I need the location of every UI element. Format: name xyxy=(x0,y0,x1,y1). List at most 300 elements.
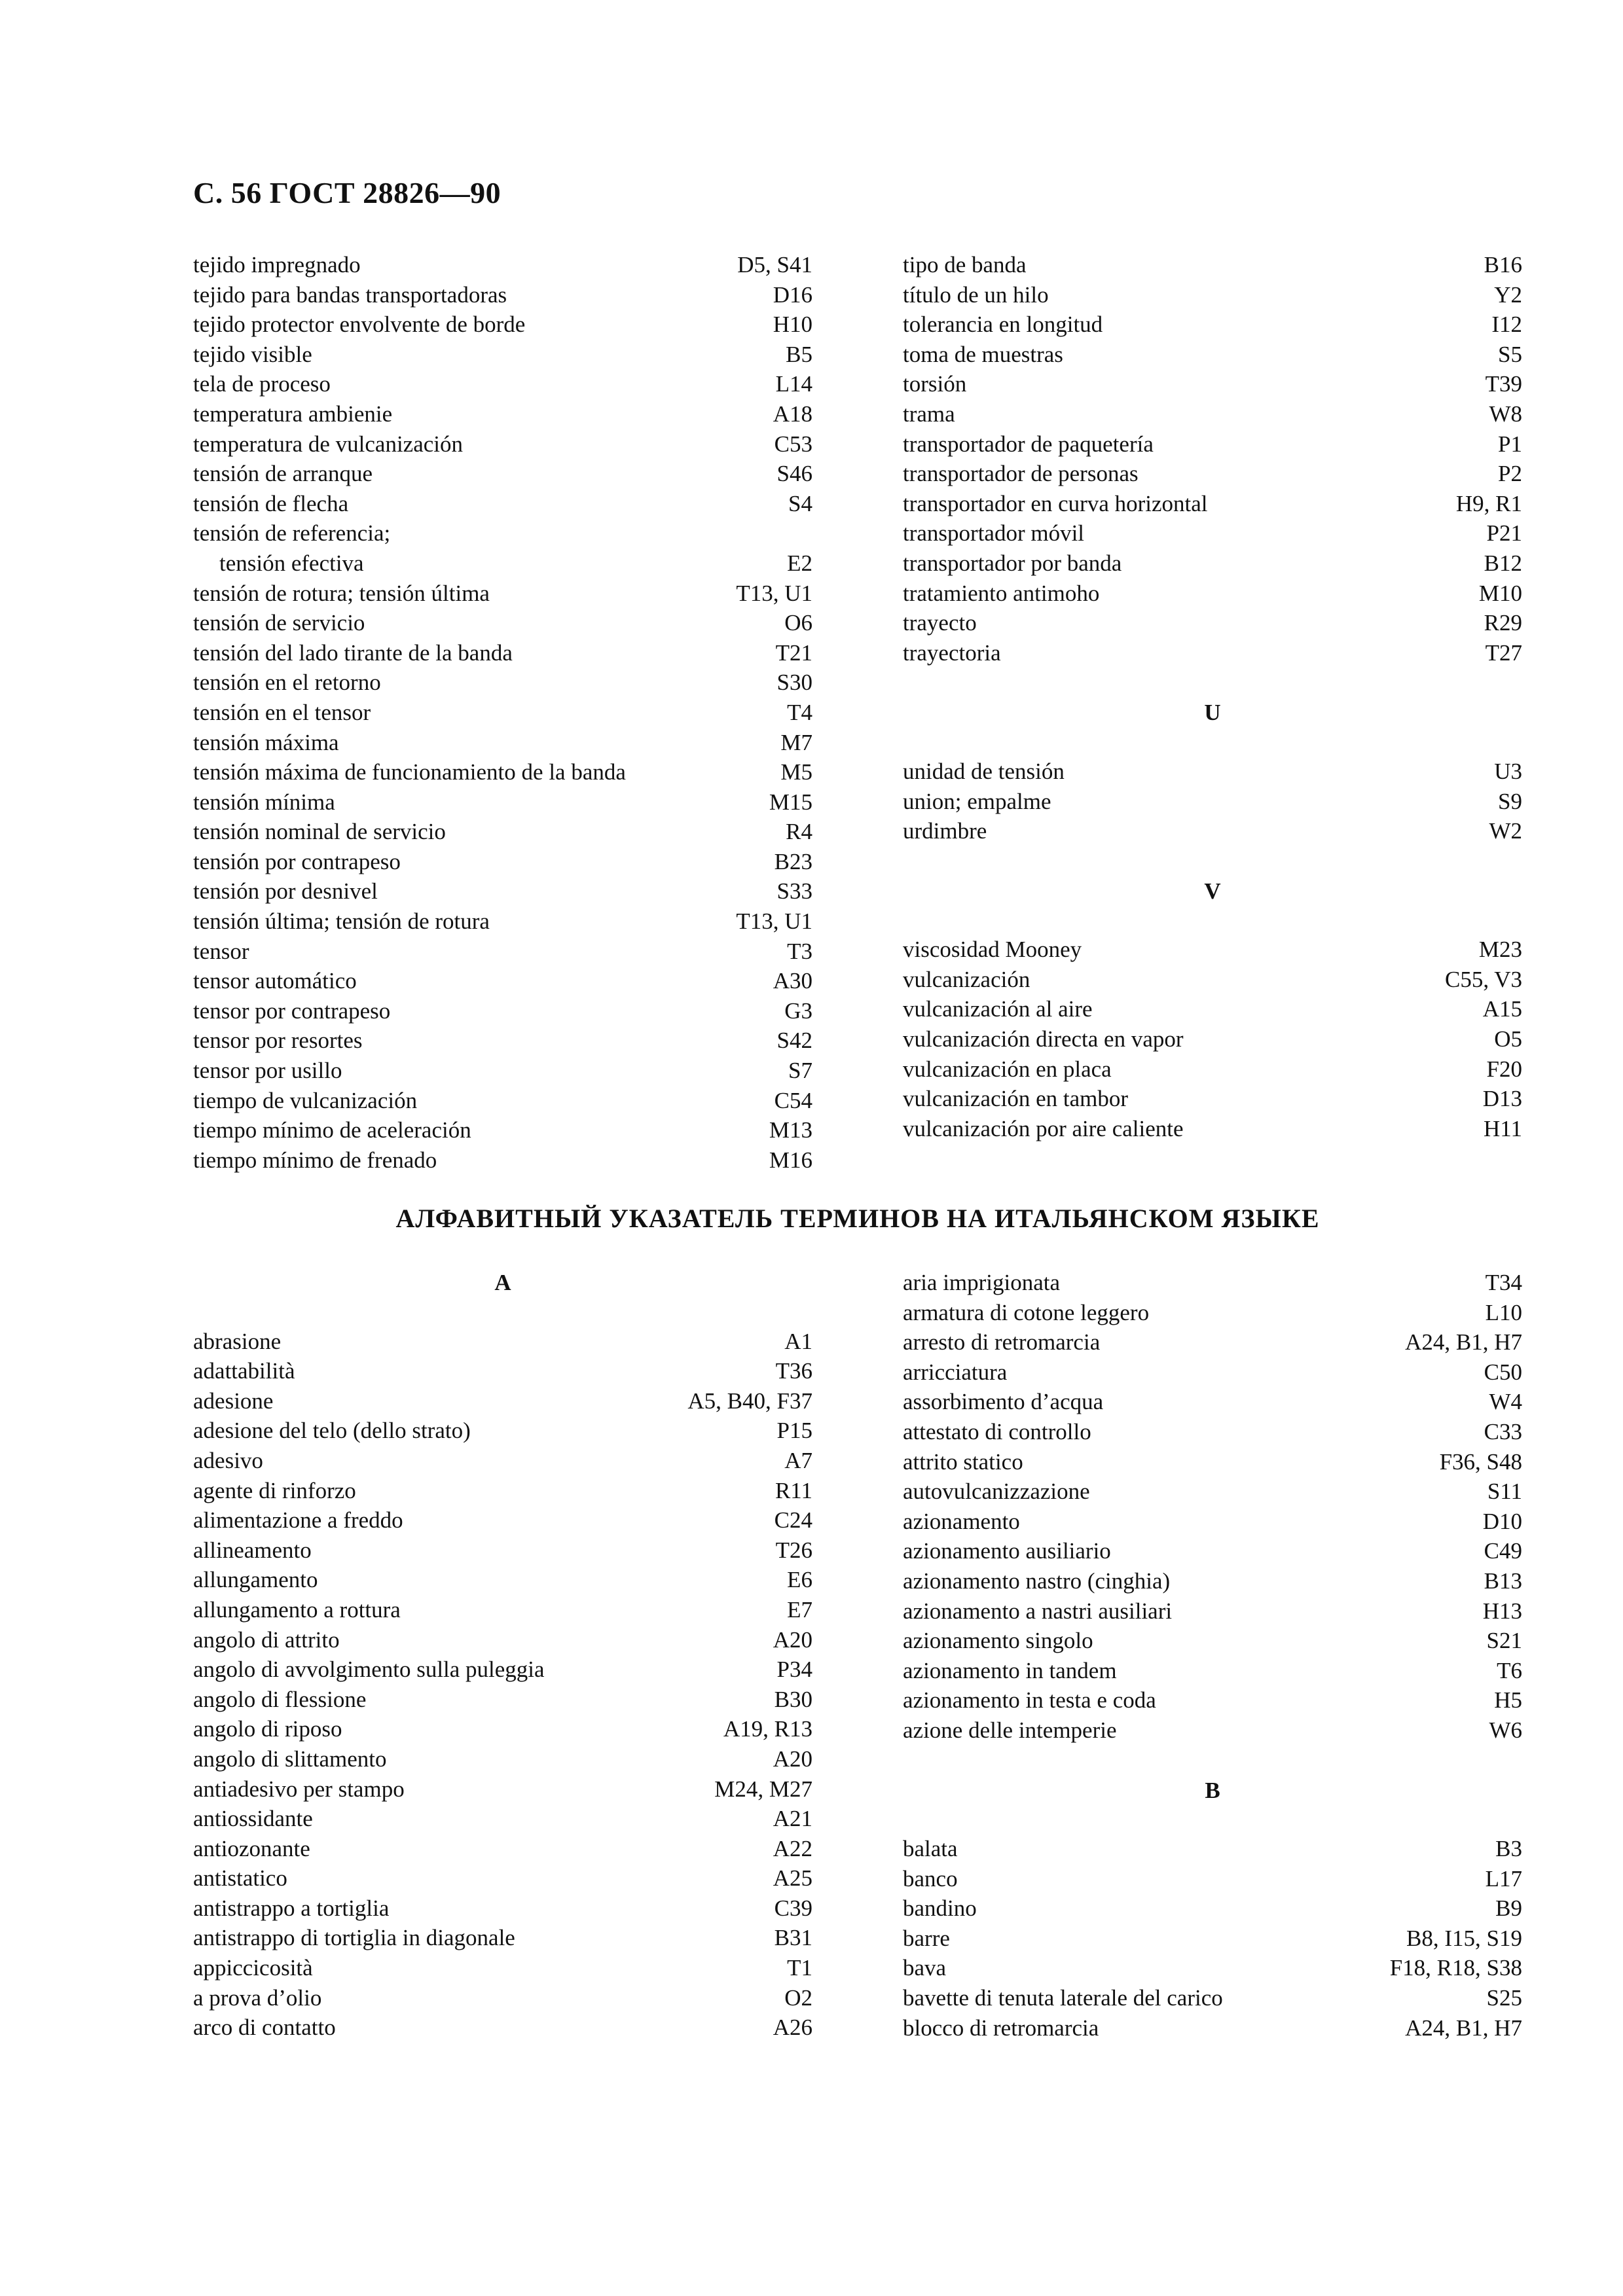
entry-code: D13 xyxy=(1482,1086,1522,1112)
index-entry xyxy=(193,1386,812,1416)
index-entry xyxy=(903,1536,1522,1566)
index-entry xyxy=(903,1864,1522,1894)
index-entry xyxy=(193,1416,812,1446)
index-entry xyxy=(193,847,812,877)
index-entry xyxy=(193,668,812,698)
entry-code: T27 xyxy=(1485,639,1522,666)
entry-term: autovulcanizzazione xyxy=(903,1479,1090,1505)
index-entry xyxy=(903,1268,1522,1298)
index-entry xyxy=(193,966,812,996)
index-entry xyxy=(193,1115,812,1145)
entry-term: tensión de rotura; tensión última xyxy=(193,580,490,606)
index-entry xyxy=(903,310,1522,340)
entry-term: temperatura de vulcanización xyxy=(193,431,464,457)
entry-code: T21 xyxy=(775,639,812,666)
entry-term: tensor automático xyxy=(193,968,357,994)
entry-term: vulcanización xyxy=(903,966,1030,992)
entry-code: T34 xyxy=(1485,1270,1522,1295)
entry-code: H11 xyxy=(1484,1115,1522,1141)
entry-code: M10 xyxy=(1478,580,1522,606)
entry-code: A30 xyxy=(773,968,812,994)
index-entry xyxy=(193,1145,812,1175)
index-entry xyxy=(903,1327,1522,1357)
italian-index-heading: АЛФАВИТНЫЙ УКАЗАТЕЛЬ ТЕРМИНОВ НА ИТАЛЬЯНСКОМ ЯЗЫКЕ xyxy=(395,1204,1320,1233)
index-entry xyxy=(193,1026,812,1056)
entry-code: H10 xyxy=(773,312,812,338)
index-entry xyxy=(903,548,1522,579)
index-entry xyxy=(903,1626,1522,1656)
entry-term: unidad de tensión xyxy=(903,758,1065,784)
spanish-index xyxy=(193,250,1522,1175)
index-entry xyxy=(903,608,1522,638)
entry-term: antiossidante xyxy=(193,1806,313,1832)
entry-code: R29 xyxy=(1484,610,1522,636)
entry-term: abrasione xyxy=(193,1328,282,1354)
entry-code: T6 xyxy=(1497,1657,1522,1683)
entry-code: A5, B40, F37 xyxy=(687,1388,812,1414)
entry-code: O6 xyxy=(784,610,812,636)
entry-term: angolo di slittamento xyxy=(193,1746,387,1772)
entry-term: tejido para bandas transportadoras xyxy=(193,281,507,308)
index-entry xyxy=(903,1834,1522,1864)
entry-term: adesione del telo (dello strato) xyxy=(193,1418,471,1444)
entry-term: bavette di tenuta laterale del carico xyxy=(903,1985,1223,2011)
index-entry xyxy=(193,608,812,638)
entry-code: M7 xyxy=(780,729,812,755)
entry-code: T4 xyxy=(787,699,812,725)
index-entry xyxy=(903,369,1522,399)
entry-code: T13, U1 xyxy=(736,908,812,935)
entry-code: C53 xyxy=(774,431,812,457)
entry-term: union; empalme xyxy=(903,788,1051,814)
index-entry xyxy=(193,280,812,310)
entry-code: A26 xyxy=(773,2015,812,2041)
entry-term: antistrappo di tortiglia in diagonale xyxy=(193,1925,515,1951)
index-list xyxy=(903,250,1522,668)
entry-code: L10 xyxy=(1485,1299,1522,1325)
entry-term: tensión última; tensión de rotura xyxy=(193,908,490,935)
entry-code: S4 xyxy=(788,490,812,516)
index-entry xyxy=(903,579,1522,609)
index-entry xyxy=(193,1923,812,1953)
index-entry xyxy=(193,1983,812,2013)
index-entry xyxy=(903,250,1522,280)
entry-code: F20 xyxy=(1486,1056,1522,1082)
entry-term: antistrappo a tortiglia xyxy=(193,1895,390,1921)
entry-term: título de un hilo xyxy=(903,281,1049,308)
entry-term: trayecto xyxy=(903,610,977,636)
entry-code: B30 xyxy=(774,1686,812,1712)
entry-term: appiccicosità xyxy=(193,1955,313,1981)
entry-term: adesivo xyxy=(193,1447,263,1473)
entry-term: adattabilità xyxy=(193,1358,295,1384)
index-entry xyxy=(903,1447,1522,1477)
entry-code: T36 xyxy=(775,1358,812,1384)
entry-term: transportador por banda xyxy=(903,550,1122,576)
entry-code: T26 xyxy=(775,1537,812,1563)
index-list xyxy=(903,1834,1522,2043)
entry-code: S11 xyxy=(1487,1479,1522,1505)
index-entry xyxy=(903,1387,1522,1417)
entry-term: arresto di retromarcia xyxy=(903,1329,1101,1355)
entry-code: P1 xyxy=(1498,431,1522,457)
entry-code: A15 xyxy=(1482,996,1522,1022)
index-entry xyxy=(193,1893,812,1924)
entry-code: G3 xyxy=(784,997,812,1024)
entry-code: A20 xyxy=(773,1746,812,1772)
entry-term: tratamiento antimoho xyxy=(903,580,1100,606)
index-entry xyxy=(193,1356,812,1386)
index-list xyxy=(903,1268,1522,1746)
entry-term: tiempo de vulcanización xyxy=(193,1087,418,1113)
entry-term: azione delle intemperie xyxy=(903,1717,1117,1743)
entry-term: tensión por desnivel xyxy=(193,878,378,905)
entry-code: T3 xyxy=(787,938,812,964)
entry-code: S33 xyxy=(776,878,812,905)
entry-term: transportador en curva horizontal xyxy=(903,490,1208,516)
entry-code: F18, R18, S38 xyxy=(1389,1955,1522,1981)
entry-term: temperatura ambienie xyxy=(193,401,393,427)
entry-term: azionamento xyxy=(903,1508,1020,1534)
spanish-right-column xyxy=(903,250,1522,1175)
index-entry xyxy=(903,1114,1522,1144)
index-entry xyxy=(903,1566,1522,1596)
entry-code: C50 xyxy=(1484,1359,1522,1385)
entry-code: A24, B1, H7 xyxy=(1405,1329,1522,1355)
entry-term: transportador de paquetería xyxy=(903,431,1154,457)
entry-code: B3 xyxy=(1495,1836,1522,1862)
entry-code: A1 xyxy=(784,1328,812,1354)
entry-code: E7 xyxy=(787,1596,812,1623)
entry-code: S25 xyxy=(1486,1985,1522,2011)
index-entry xyxy=(193,369,812,399)
entry-code: M15 xyxy=(769,789,812,815)
entry-code: O5 xyxy=(1494,1026,1522,1052)
index-entry xyxy=(193,548,812,579)
entry-term: trayectoria xyxy=(903,639,1001,666)
index-entry xyxy=(903,1024,1522,1054)
entry-code: A21 xyxy=(773,1806,812,1832)
entry-code: S21 xyxy=(1486,1628,1522,1654)
index-entry xyxy=(193,1714,812,1744)
index-entry xyxy=(903,1715,1522,1746)
entry-term: agente di rinforzo xyxy=(193,1477,356,1503)
entry-term: tejido impregnado xyxy=(193,252,361,278)
index-entry xyxy=(903,787,1522,817)
entry-term: tensor xyxy=(193,938,249,964)
entry-term: tensión de servicio xyxy=(193,610,365,636)
index-entry xyxy=(903,965,1522,995)
entry-term: aria imprigionata xyxy=(903,1270,1061,1295)
index-entry xyxy=(193,429,812,459)
entry-term: azionamento ausiliario xyxy=(903,1538,1111,1564)
entry-code: A25 xyxy=(773,1865,812,1892)
index-entry xyxy=(193,2013,812,2043)
letter-heading-b: B xyxy=(1205,1777,1220,1803)
index-entry xyxy=(903,1357,1522,1388)
entry-code: W8 xyxy=(1489,401,1522,427)
entry-code: S46 xyxy=(776,461,812,487)
entry-term: transportador de personas xyxy=(903,461,1139,487)
entry-term: tensión nominal de servicio xyxy=(193,819,446,845)
index-list xyxy=(903,757,1522,846)
index-entry xyxy=(193,1565,812,1595)
italian-index xyxy=(193,1268,1522,2043)
entry-code: T1 xyxy=(787,1955,812,1981)
entry-term: barre xyxy=(903,1925,950,1951)
entry-code: D16 xyxy=(773,281,812,308)
index-entry xyxy=(193,399,812,429)
index-entry xyxy=(903,1893,1522,1924)
entry-code: C49 xyxy=(1484,1538,1522,1564)
index-entry xyxy=(193,1834,812,1864)
index-entry xyxy=(193,340,812,370)
entry-code: B16 xyxy=(1484,252,1522,278)
entry-code: I12 xyxy=(1491,312,1522,338)
entry-term: vulcanización en placa xyxy=(903,1056,1112,1082)
entry-code: S9 xyxy=(1498,788,1522,814)
index-entry xyxy=(193,310,812,340)
index-entry xyxy=(193,906,812,937)
entry-code: S5 xyxy=(1498,341,1522,367)
index-list xyxy=(903,935,1522,1143)
entry-term: azionamento a nastri ausiliari xyxy=(903,1598,1173,1624)
entry-term: tensor por contrapeso xyxy=(193,997,391,1024)
entry-code: U3 xyxy=(1494,758,1522,784)
entry-code: O2 xyxy=(784,1984,812,2011)
index-entry xyxy=(193,698,812,728)
index-entry xyxy=(193,1953,812,1983)
entry-code: H9, R1 xyxy=(1455,490,1522,516)
spanish-left-column xyxy=(193,250,812,1175)
index-entry xyxy=(193,1327,812,1357)
entry-term: arricciatura xyxy=(903,1359,1008,1385)
entry-code: A20 xyxy=(773,1626,812,1653)
entry-term: azionamento singolo xyxy=(903,1628,1093,1654)
entry-code: T13, U1 xyxy=(736,580,812,606)
index-entry xyxy=(193,817,812,847)
entry-term: adesione xyxy=(193,1388,274,1414)
index-entry xyxy=(903,757,1522,787)
entry-code: H13 xyxy=(1482,1598,1522,1624)
entry-code: C33 xyxy=(1484,1418,1522,1444)
entry-code: S30 xyxy=(776,670,812,696)
index-entry xyxy=(903,280,1522,310)
entry-code: T39 xyxy=(1485,371,1522,397)
entry-term: angolo di avvolgimento sulla puleggia xyxy=(193,1657,545,1683)
entry-term: tensión efectiva xyxy=(219,550,364,576)
entry-term: tensión en el retorno xyxy=(193,670,381,696)
entry-code: W6 xyxy=(1489,1717,1522,1743)
entry-code: M23 xyxy=(1478,937,1522,963)
entry-term: antiozonante xyxy=(193,1835,310,1861)
entry-code: S42 xyxy=(776,1028,812,1054)
entry-term: attestato di controllo xyxy=(903,1418,1091,1444)
index-entry xyxy=(903,399,1522,429)
entry-term: balata xyxy=(903,1836,958,1862)
entry-term: tolerancia en longitud xyxy=(903,312,1103,338)
entry-code: P2 xyxy=(1498,461,1522,487)
entry-term: torsión xyxy=(903,371,967,397)
index-list xyxy=(193,1327,812,2043)
entry-code: B8, I15, S19 xyxy=(1406,1925,1522,1951)
entry-code: S7 xyxy=(788,1058,812,1084)
entry-term: angolo di flessione xyxy=(193,1686,367,1712)
index-entry xyxy=(903,1298,1522,1328)
index-entry xyxy=(193,876,812,906)
entry-term: antiadesivo per stampo xyxy=(193,1776,405,1802)
entry-term: azionamento in tandem xyxy=(903,1657,1117,1683)
index-entry xyxy=(193,1625,812,1655)
index-entry xyxy=(903,1084,1522,1114)
entry-term: alimentazione a freddo xyxy=(193,1507,403,1534)
index-entry xyxy=(193,1655,812,1685)
index-entry xyxy=(193,728,812,758)
entry-term: bava xyxy=(903,1955,947,1981)
entry-term: tensión de flecha xyxy=(193,490,349,516)
entry-code: B9 xyxy=(1495,1895,1522,1922)
index-entry xyxy=(903,429,1522,459)
entry-code: W2 xyxy=(1489,818,1522,844)
entry-code: A22 xyxy=(773,1835,812,1861)
index-entry xyxy=(903,816,1522,846)
entry-term: transportador móvil xyxy=(903,520,1085,547)
index-entry xyxy=(193,1685,812,1715)
index-entry xyxy=(193,638,812,668)
letter-heading-a: A xyxy=(494,1270,511,1295)
index-entry xyxy=(193,1056,812,1086)
entry-code: C54 xyxy=(774,1087,812,1113)
entry-code: P34 xyxy=(776,1657,812,1683)
index-entry xyxy=(903,638,1522,668)
index-entry xyxy=(193,1446,812,1476)
entry-code: R4 xyxy=(786,819,812,845)
entry-term: assorbimento d’acqua xyxy=(903,1389,1104,1415)
index-entry xyxy=(903,1596,1522,1626)
entry-code: M13 xyxy=(769,1117,812,1143)
entry-code: C24 xyxy=(774,1507,812,1534)
index-entry xyxy=(193,1086,812,1116)
entry-term: allineamento xyxy=(193,1537,312,1563)
italian-left-column xyxy=(193,1268,812,2043)
entry-term: a prova d’olio xyxy=(193,1984,322,2011)
entry-term: angolo di attrito xyxy=(193,1626,340,1653)
index-entry xyxy=(193,1535,812,1566)
index-entry xyxy=(903,1685,1522,1715)
entry-code: M24, M27 xyxy=(714,1776,812,1802)
index-entry xyxy=(193,996,812,1026)
entry-term: tensor por usillo xyxy=(193,1058,342,1084)
entry-term: tensión del lado tirante de la banda xyxy=(193,639,513,666)
index-entry xyxy=(193,937,812,967)
entry-term: banco xyxy=(903,1865,958,1892)
entry-term: vulcanización al aire xyxy=(903,996,1093,1022)
entry-term: antistatico xyxy=(193,1865,287,1892)
index-entry xyxy=(193,489,812,519)
index-list xyxy=(193,250,812,1175)
entry-code: M5 xyxy=(780,759,812,785)
entry-term: azionamento in testa e coda xyxy=(903,1687,1156,1713)
entry-term: tensión máxima de funcionamiento de la banda xyxy=(193,759,626,785)
index-entry xyxy=(903,1656,1522,1686)
entry-code: D5, S41 xyxy=(737,252,812,278)
entry-code: H5 xyxy=(1494,1687,1522,1713)
entry-code: E2 xyxy=(787,550,812,576)
index-entry xyxy=(193,1595,812,1625)
entry-code: E6 xyxy=(787,1567,812,1593)
index-entry xyxy=(903,1417,1522,1447)
index-entry xyxy=(903,2013,1522,2043)
entry-term: vulcanización por aire caliente xyxy=(903,1115,1184,1141)
entry-term: tejido visible xyxy=(193,341,312,367)
entry-term: tiempo mínimo de frenado xyxy=(193,1147,437,1173)
entry-term: tensión máxima xyxy=(193,729,339,755)
entry-term: tensión de arranque xyxy=(193,461,373,487)
entry-term: allungamento xyxy=(193,1567,318,1593)
index-entry xyxy=(903,1924,1522,1954)
entry-term: vulcanización directa en vapor xyxy=(903,1026,1184,1052)
entry-code: Y2 xyxy=(1494,281,1522,308)
entry-code: M16 xyxy=(769,1147,812,1173)
index-entry xyxy=(903,340,1522,370)
index-entry xyxy=(903,1953,1522,1983)
entry-code: B12 xyxy=(1484,550,1522,576)
index-entry xyxy=(193,459,812,489)
index-entry xyxy=(903,994,1522,1024)
entry-code: C55, V3 xyxy=(1445,966,1522,992)
index-entry xyxy=(193,579,812,609)
entry-code: R11 xyxy=(775,1477,812,1503)
index-entry xyxy=(903,1054,1522,1085)
entry-code: L17 xyxy=(1485,1865,1522,1892)
entry-term: angolo di riposo xyxy=(193,1716,342,1742)
entry-code: A18 xyxy=(773,401,812,427)
entry-code: P21 xyxy=(1486,520,1522,547)
entry-term: arco di contatto xyxy=(193,2015,336,2041)
entry-term: viscosidad Mooney xyxy=(903,937,1082,963)
entry-term: azionamento nastro (cinghia) xyxy=(903,1568,1171,1594)
entry-code: B31 xyxy=(774,1925,812,1951)
entry-term: trama xyxy=(903,401,955,427)
entry-term: blocco di retromarcia xyxy=(903,2015,1099,2041)
index-entry xyxy=(193,1863,812,1893)
entry-term: tela de proceso xyxy=(193,371,331,397)
italian-right-column xyxy=(903,1268,1522,2043)
index-entry xyxy=(193,757,812,787)
entry-code: B23 xyxy=(774,848,812,874)
index-entry xyxy=(193,1804,812,1834)
index-entry xyxy=(903,459,1522,489)
index-entry xyxy=(193,518,812,548)
entry-code: A24, B1, H7 xyxy=(1405,2015,1522,2041)
entry-code: B13 xyxy=(1484,1568,1522,1594)
letter-heading-u: U xyxy=(1204,700,1221,726)
index-entry xyxy=(193,1505,812,1535)
entry-term: urdimbre xyxy=(903,818,987,844)
entry-term: tensión en el tensor xyxy=(193,699,371,725)
entry-term: attrito statico xyxy=(903,1448,1023,1475)
entry-code: D10 xyxy=(1482,1508,1522,1534)
index-entry xyxy=(193,787,812,817)
entry-code: B5 xyxy=(786,341,812,367)
entry-term: armatura di cotone leggero xyxy=(903,1299,1150,1325)
page-header: С. 56 ГОСТ 28826—90 xyxy=(193,176,501,209)
entry-code: P15 xyxy=(776,1418,812,1444)
entry-term: tensión de referencia; xyxy=(193,520,391,547)
entry-term: tiempo mínimo de aceleración xyxy=(193,1117,471,1143)
index-entry xyxy=(193,1744,812,1774)
entry-code: W4 xyxy=(1489,1389,1522,1415)
